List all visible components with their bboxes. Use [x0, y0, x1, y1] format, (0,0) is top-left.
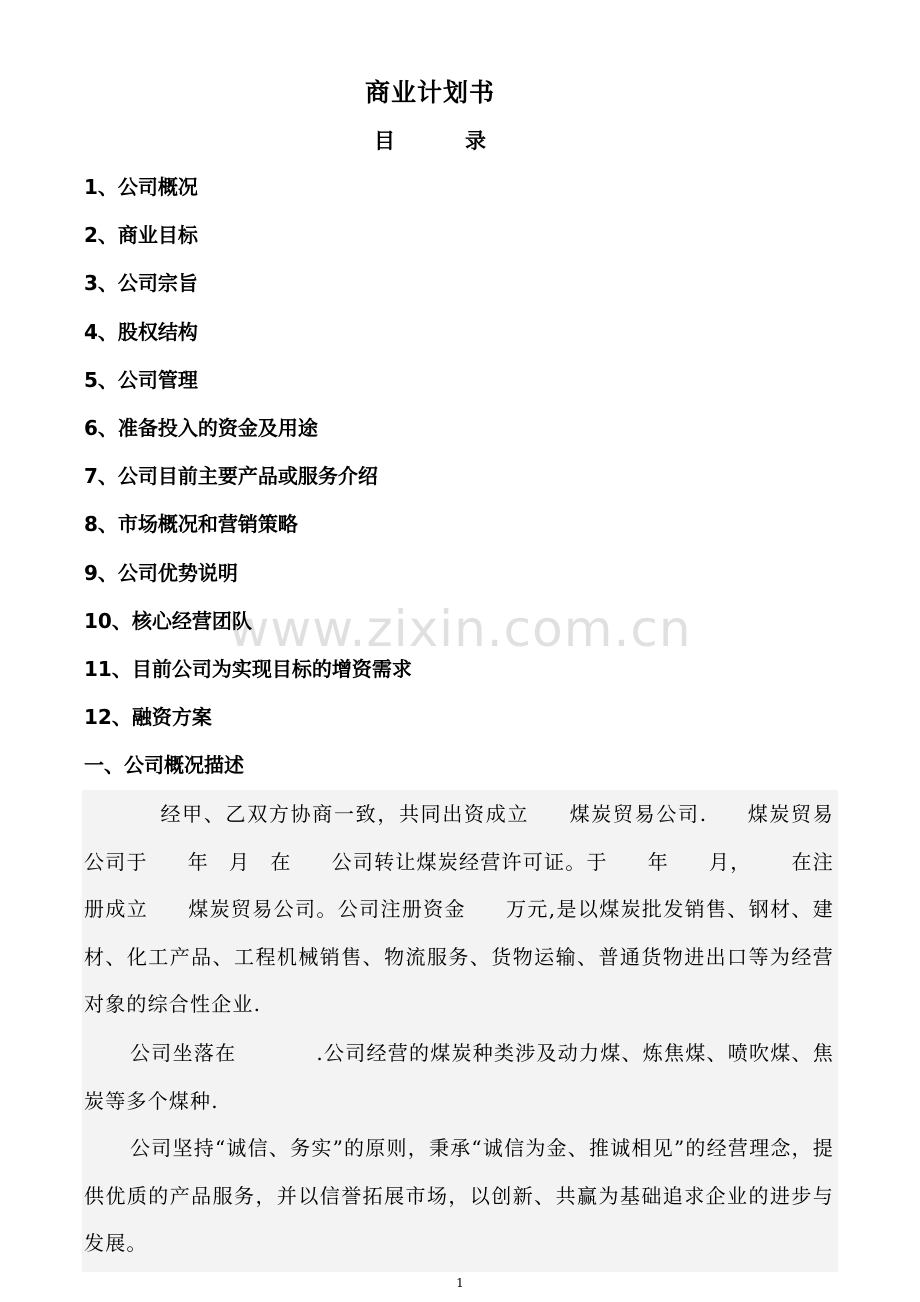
- document-title: 商业计划书: [364, 78, 495, 107]
- toc-item: 7、公司目前主要产品或服务介绍: [84, 464, 378, 489]
- toc-heading-right: 录: [465, 129, 486, 153]
- toc-item: 8、市场概况和营销策略: [84, 512, 298, 537]
- paragraph-text: 公司坚持“诚信、务实”的原则，秉承“诚信为金、推诚相见”的经营理念，提供优质的产品服务，并以信誉拓展市场，以创新、共赢为基础追求企业的进步与发展。: [84, 1136, 834, 1255]
- toc-item: 10、核心经营团队: [84, 608, 252, 633]
- watermark: www.zixin.com.cn: [228, 600, 692, 658]
- toc-item: 5、公司管理: [84, 367, 198, 392]
- paragraph-company-overview: [84, 791, 834, 1029]
- toc-item: 6、准备投入的资金及用途: [84, 415, 318, 440]
- toc-item: 9、公司优势说明: [84, 560, 238, 585]
- toc-item: 2、商业目标: [84, 223, 198, 248]
- paragraph-text: 月: [229, 849, 251, 874]
- paragraph-text: 在: [270, 849, 292, 874]
- paragraph-text: 年: [647, 849, 669, 874]
- paragraph-text: 经甲、乙双方协商一致，共同出资成立: [160, 802, 530, 826]
- toc-item: 11、目前公司为实现目标的增资需求: [84, 656, 412, 681]
- toc-item: 4、股权结构: [84, 319, 198, 344]
- paragraph-text: 月，: [708, 849, 752, 874]
- section-heading: 一、公司概况描述: [84, 753, 244, 777]
- page-number: 1: [456, 1276, 464, 1290]
- paragraph-text: 在注册成立: [84, 849, 834, 921]
- paragraph-philosophy: [84, 1125, 834, 1268]
- toc-item: 3、公司宗旨: [84, 271, 198, 296]
- paragraph-location: [84, 1030, 834, 1125]
- paragraph-text: .公司经营的煤炭种类涉及动力煤、炼焦煤、喷吹煤、焦炭等多个煤种.: [84, 1041, 834, 1113]
- table-of-contents: [84, 170, 412, 748]
- toc-item: 12、融资方案: [84, 705, 212, 730]
- toc-heading-left: 目: [374, 129, 395, 153]
- toc-heading: [0, 125, 860, 155]
- paragraph-text: 年: [187, 849, 209, 874]
- paragraph-text: 公司坐落在: [130, 1041, 237, 1065]
- toc-item: 1、公司概况: [84, 175, 198, 199]
- paragraph-text: 煤炭贸易公司.: [569, 802, 708, 826]
- paragraph-text: 煤炭贸易公司。公司注册资金: [188, 897, 466, 921]
- paragraph-text: 万元,是以煤炭批发销售、钢材、建材、化工产品、工程机械销售、物流服务、货物运输、普通货物进出口等为经营对象的综合性企业.: [84, 897, 834, 1016]
- paragraph-text: 煤炭贸易公司于: [84, 802, 834, 874]
- paragraph-text: 公司转让煤炭经营许可证。于: [331, 849, 608, 874]
